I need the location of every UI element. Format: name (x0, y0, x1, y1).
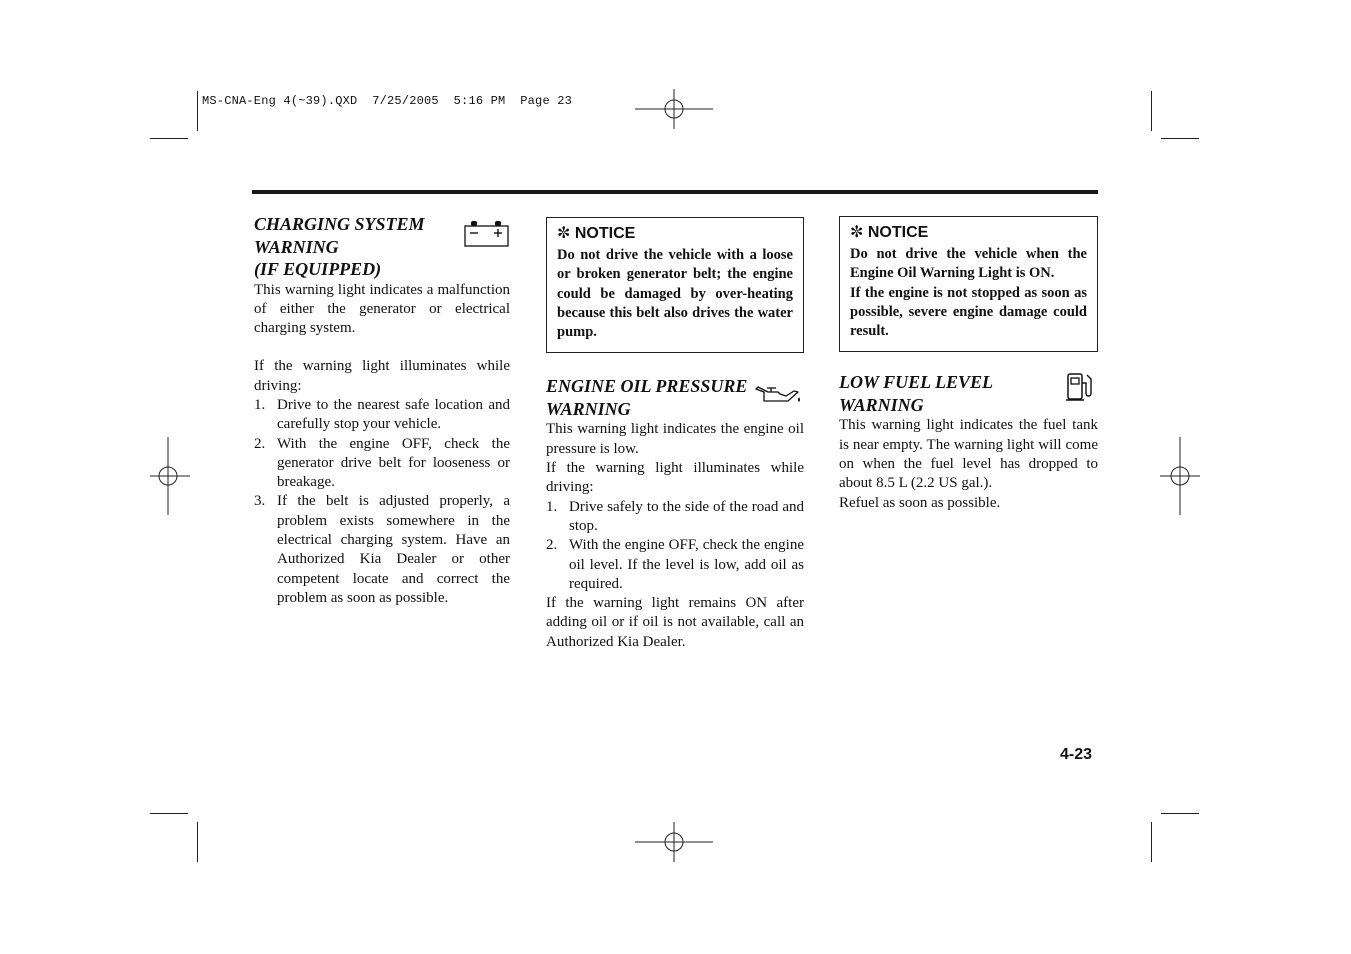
step-number: 3. (254, 493, 266, 510)
step-text: With the engine OFF, check the generator drive belt for looseness or breakage. (277, 435, 510, 491)
registration-mark-icon (635, 89, 713, 129)
title-line: WARNING (839, 394, 924, 415)
title-line: LOW FUEL LEVEL (839, 372, 994, 393)
notice-box (839, 216, 1098, 352)
intro-text: This warning light indicates a malfunction of either the generator or electrical charging system. (254, 281, 510, 337)
print-slug: MS-CNA-Eng 4(~39).QXD 7/25/2005 5:16 PM Page 23 (202, 94, 573, 108)
notice-line: If the engine is not stopped as soon as possible, severe engine damage could result. (850, 284, 1087, 340)
crop-mark (197, 822, 198, 862)
registration-mark-icon (150, 437, 190, 515)
notice-asterisk-icon: ✼ (850, 224, 864, 241)
list-item (254, 435, 510, 493)
list-item (546, 498, 804, 537)
intro-text: This warning light indicates the fuel tank is near empty. The warning light will come on when the fuel level has dropped to about 8.5 L (2.2 US gal.). (839, 417, 1098, 492)
notice-line: Do not drive the vehicle when the Engine Oil Warning Light is ON. (850, 246, 1087, 282)
oil-can-icon (754, 381, 802, 407)
registration-mark-icon (635, 822, 713, 862)
column-low-fuel (839, 216, 1098, 513)
title-line: ENGINE OIL PRESSURE (546, 376, 748, 397)
crop-mark (150, 138, 188, 139)
list-item (254, 492, 510, 608)
steps-list (546, 498, 804, 594)
section-title-low-fuel (839, 371, 1098, 416)
intro-text: This warning light indicates the engine oil pressure is low. (546, 421, 804, 457)
list-item (254, 396, 510, 435)
fuel-pump-icon (1065, 371, 1093, 403)
page-number: 4-23 (1060, 746, 1093, 763)
notice-body: Do not drive the vehicle with a loose or broken generator belt; the engine could be damaged by over-heating because this belt also drives the water pump. (557, 247, 793, 341)
battery-icon (464, 220, 510, 248)
notice-label: NOTICE (574, 225, 636, 242)
column-charging-system (254, 213, 510, 608)
list-item (546, 536, 804, 594)
crop-mark (1161, 138, 1199, 139)
title-line: WARNING (254, 236, 339, 257)
crop-mark (1151, 822, 1152, 862)
section-heading-row (839, 371, 1098, 416)
notice-box (546, 217, 804, 353)
section-heading-row (254, 213, 510, 281)
title-line: (IF EQUIPPED) (254, 259, 382, 279)
crop-mark (1161, 813, 1199, 814)
step-text: With the engine OFF, check the engine oil level. If the level is low, add oil as required. (569, 537, 804, 592)
title-line: WARNING (546, 398, 631, 419)
header-rule (252, 190, 1098, 194)
while-driving-text: If the warning light illuminates while driving: (254, 358, 510, 394)
step-text: Drive to the nearest safe location and carefully stop your vehicle. (277, 396, 510, 433)
section-heading-row (546, 375, 804, 420)
step-number: 1. (254, 396, 266, 413)
notice-title (557, 224, 793, 244)
step-number: 1. (546, 498, 558, 515)
crop-mark (197, 91, 198, 131)
crop-mark (1151, 91, 1152, 131)
closing-text: Refuel as soon as possible. (839, 494, 1001, 511)
notice-label: NOTICE (867, 224, 929, 241)
steps-list (254, 396, 510, 608)
step-number: 2. (546, 537, 558, 554)
while-driving-text: If the warning light illuminates while driving: (546, 460, 804, 496)
title-line: CHARGING SYSTEM (254, 214, 425, 234)
crop-mark (150, 813, 188, 814)
notice-title (850, 223, 1087, 243)
closing-text: If the warning light remains ON after adding oil or if oil is not available, call an Authorized Kia Dealer. (546, 595, 804, 650)
notice-body (850, 245, 1087, 341)
step-number: 2. (254, 435, 266, 452)
notice-asterisk-icon: ✼ (557, 225, 571, 242)
step-text: If the belt is adjusted properly, a problem exists somewhere in the electrical charging system. Have an Authorized Kia Dealer or other competent locate and correct the problem as soon as possible. (277, 493, 510, 606)
column-engine-oil (546, 217, 804, 652)
step-text: Drive safely to the side of the road and stop. (569, 498, 804, 534)
registration-mark-icon (1160, 437, 1200, 515)
